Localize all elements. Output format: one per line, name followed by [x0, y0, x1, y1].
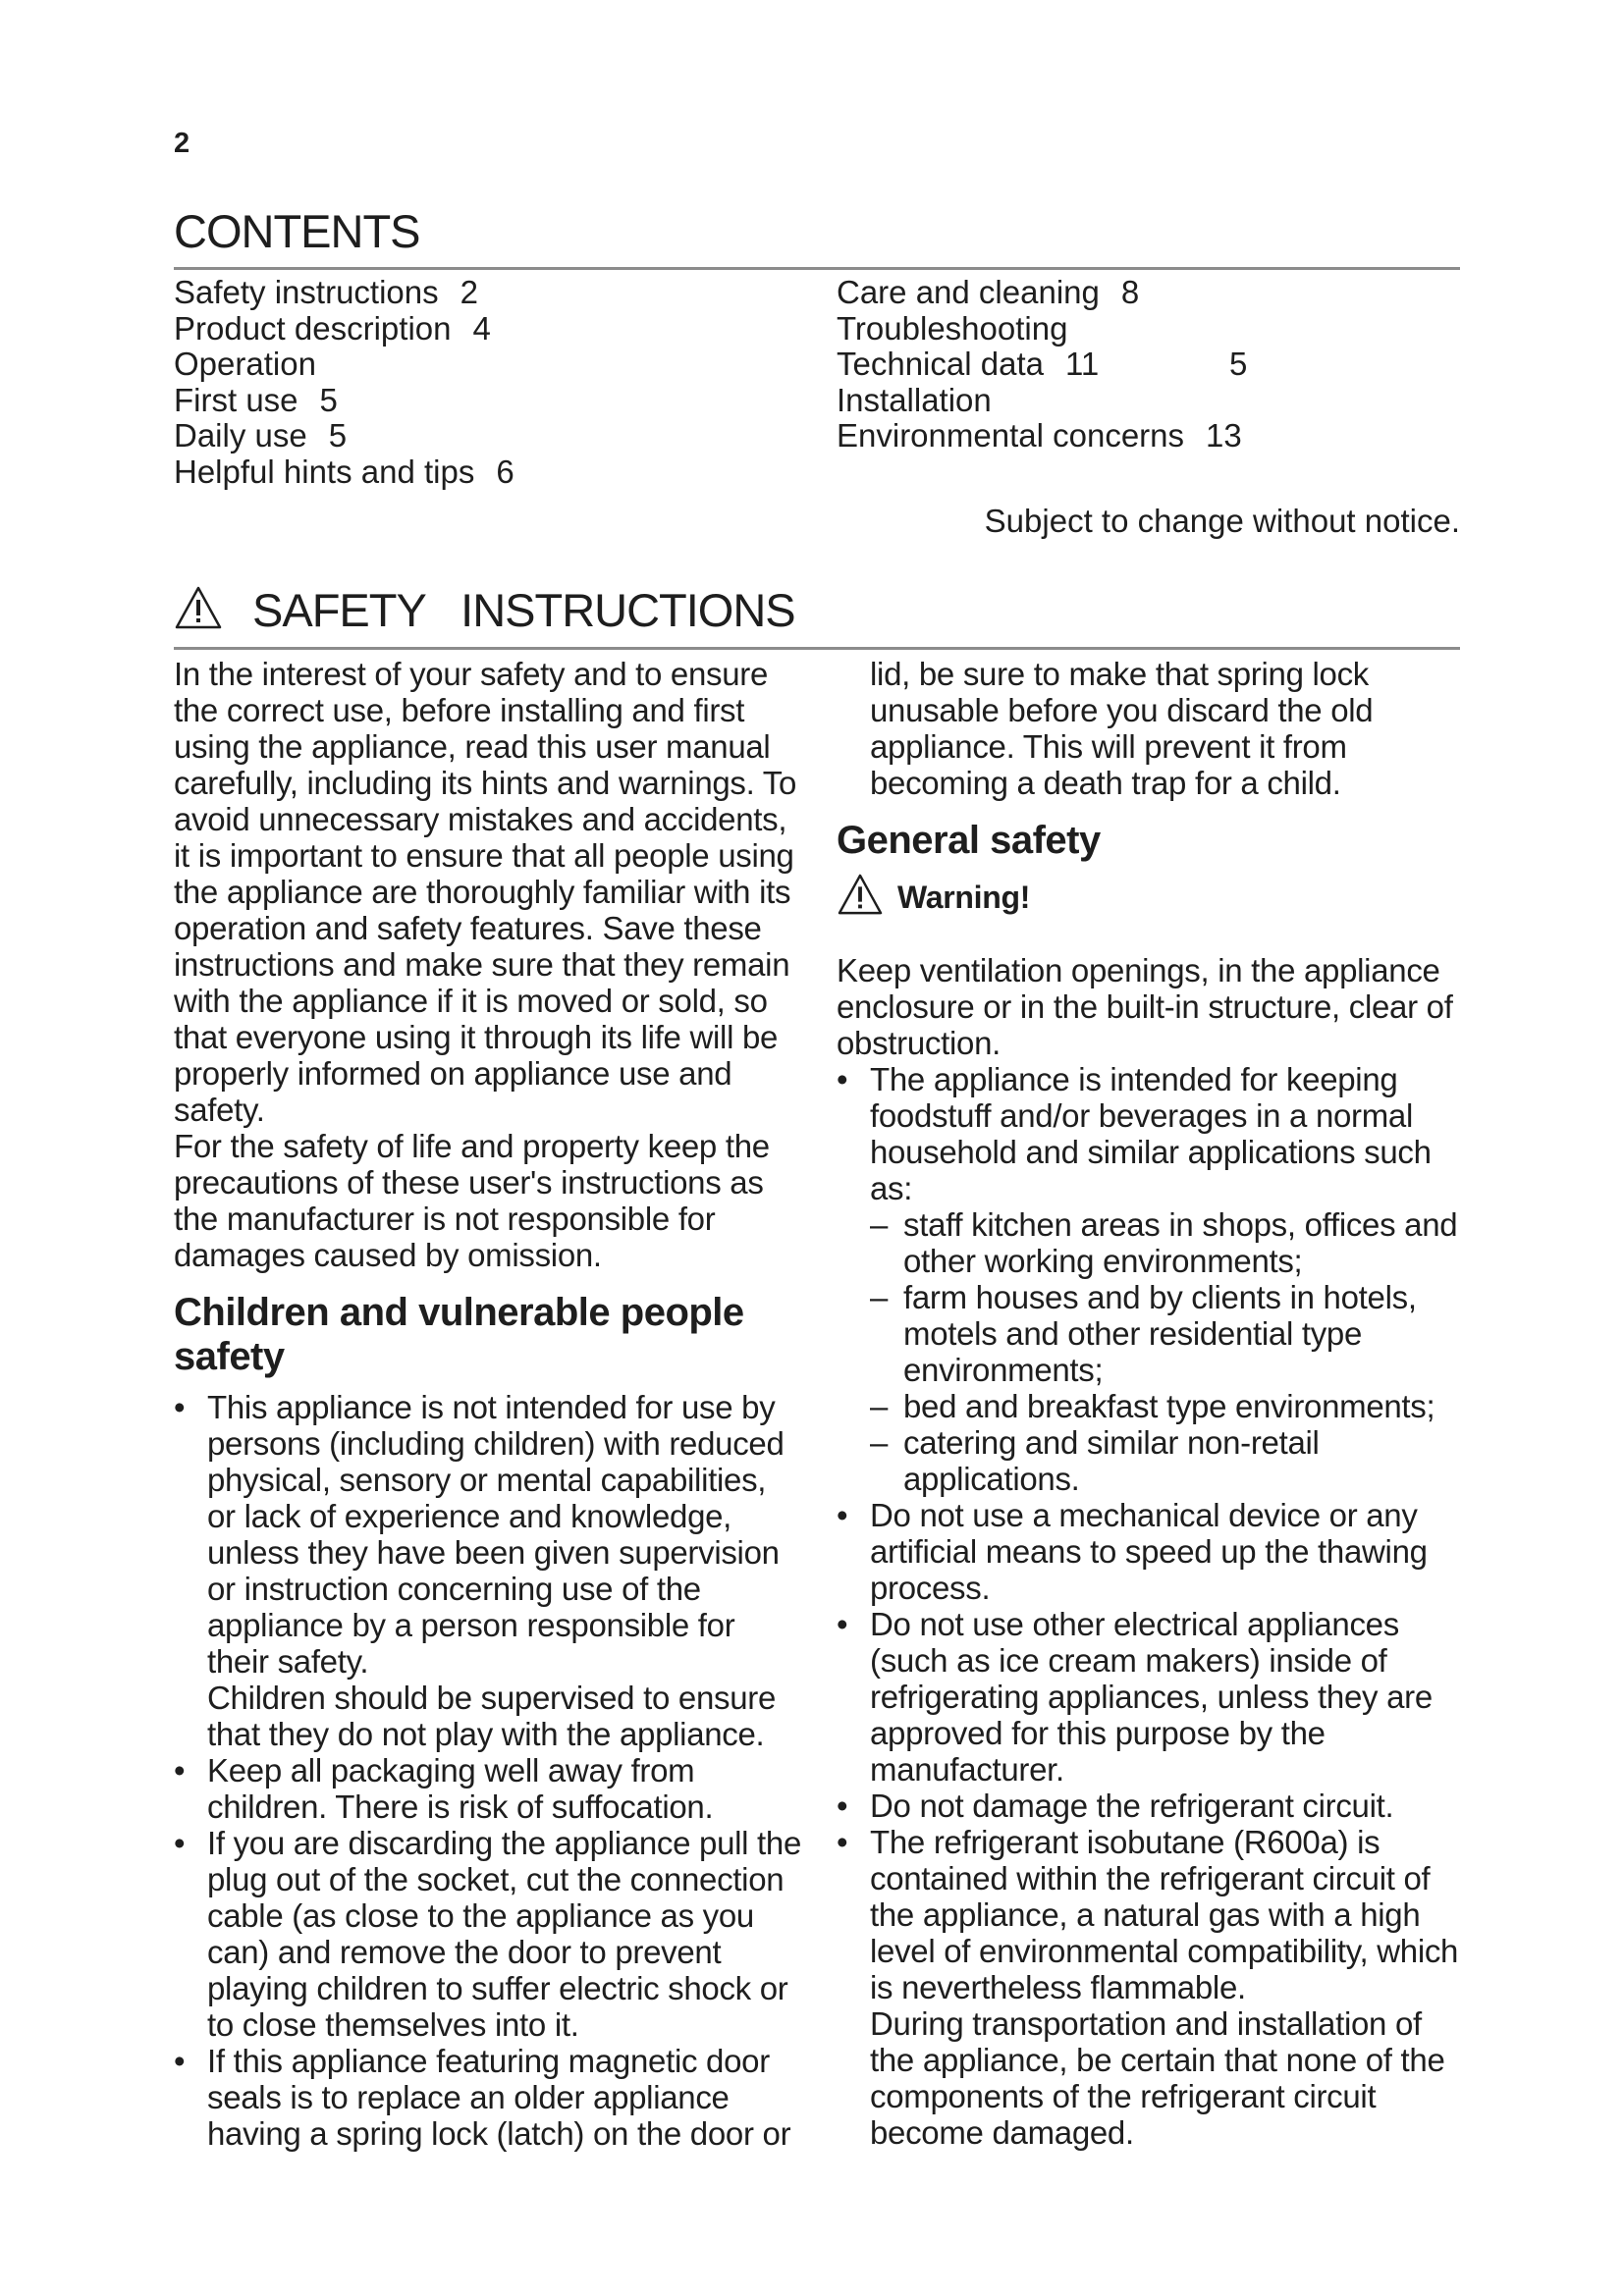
list-item: • If you are discarding the appliance pull the plug out of the socket, cut the connection cable (as close to the appliance as you can) and remove the door to prevent playing children to suffer electric shock or to close themselves into it. [174, 1825, 802, 2043]
toc-item[interactable]: Troubleshooting [837, 309, 1068, 347]
list-item: • The refrigerant isobutane (R600a) is contained within the refrigerant circuit of the appliance, a natural gas with a high level of environmental compatibility, which is nevertheless flammable. During transportation and installation of the appliance, be certain that none of the components of the refrigerant circuit become damaged. [837, 1824, 1465, 2151]
warning-callout [837, 873, 1465, 923]
list-item: • If this appliance featuring magnetic door seals is to replace an older appliance having a spring lock (latch) on the door or [174, 2043, 802, 2152]
safety-title: SAFETY INSTRUCTIONS [252, 584, 795, 636]
toc-item[interactable]: Technical data 11 5 [837, 346, 1248, 382]
toc-item[interactable]: Helpful hints and tips 6 [174, 453, 514, 490]
toc-item[interactable]: Installation [837, 381, 992, 418]
contents-rule [174, 267, 1460, 270]
list-item-continuation: lid, be sure to make that spring lock unusable before you discard the old appliance. This will prevent it from becoming a death trap for a child. [870, 656, 1374, 801]
ventilation-paragraph: Keep ventilation openings, in the appliance enclosure or in the built-in structure, clear of obstruction. [837, 952, 1453, 1061]
toc-item[interactable]: Product description 4 [174, 309, 491, 347]
general-safety-list [837, 1061, 1465, 2151]
list-item: • The appliance is intended for keeping foodstuff and/or beverages in a normal household and similar applications such as: – staff kitchen areas in shops, offices and other working environments; – farm houses and by clients in hotels, motels and other residential type environments; – bed and breakfast type environments; – catering and similar non-retail applications. [837, 1061, 1465, 1497]
sub-list-item: – catering and similar non-retail applications. [870, 1424, 1465, 1497]
toc-left-column [174, 275, 514, 490]
safety-heading [174, 583, 795, 637]
sub-list-item: – farm houses and by clients in hotels, motels and other residential type environments; [870, 1279, 1465, 1388]
toc-right-column [837, 275, 1386, 454]
change-notice: Subject to change without notice. [984, 503, 1460, 539]
intro-paragraph: For the safety of life and property keep the precautions of these user's instructions as the manufacturer is not responsible for damages caused by omission. [174, 1128, 770, 1273]
children-safety-heading: Children and vulnerable people safety [174, 1291, 744, 1378]
general-safety-heading: General safety [837, 819, 1101, 862]
warning-label: Warning! [897, 880, 1031, 915]
list-item: • This appliance is not intended for use by persons (including children) with reduced physical, sensory or mental capabilities, or lack of experience and knowledge, unless they have been given supervision or instruction concerning use of the appliance by a person responsible for their safety. Children should be supervised to ensure that they do not play with the appliance. [174, 1389, 802, 1752]
children-safety-list [174, 1389, 802, 2152]
list-item: • Do not use other electrical appliances (such as ice cream makers) inside of refrigerating appliances, unless they are approved for this purpose by the manufacturer. [837, 1606, 1465, 1788]
contents-title: CONTENTS [174, 205, 420, 257]
toc-item[interactable]: Daily use 5 [174, 417, 348, 454]
sub-list-item: – bed and breakfast type environments; [870, 1388, 1465, 1424]
toc-item[interactable]: Safety instructions 2 [174, 274, 478, 310]
sub-list [870, 1206, 1465, 1497]
toc-item[interactable]: Operation [174, 346, 316, 382]
toc-item[interactable]: Environmental concerns 13 [837, 417, 1242, 454]
intro-paragraph: In the interest of your safety and to ensure the correct use, before installing and first using the appliance, read this user manual carefully, including its hints and warnings. To avoid unnecessary mistakes and accidents, it is important to ensure that all people using the appliance are thoroughly familiar with its operation and safety features. Save these instructions and make sure that they remain with the appliance if it is moved or sold, so that everyone using it through its life will be properly informed on appliance use and safety. [174, 656, 797, 1128]
safety-rule [174, 647, 1460, 650]
list-item: • Keep all packaging well away from children. There is risk of suffocation. [174, 1752, 802, 1825]
list-item: • Do not use a mechanical device or any artificial means to speed up the thawing process. [837, 1497, 1465, 1606]
page-number: 2 [174, 128, 190, 159]
warning-triangle-icon [837, 873, 884, 923]
warning-triangle-icon [174, 585, 223, 635]
toc-item[interactable]: First use 5 [174, 381, 338, 418]
list-item: • Do not damage the refrigerant circuit. [837, 1788, 1465, 1824]
left-column [174, 656, 802, 2152]
toc-item[interactable]: Care and cleaning 8 [837, 274, 1140, 310]
right-column [837, 656, 1465, 2151]
sub-list-item: – staff kitchen areas in shops, offices and other working environments; [870, 1206, 1465, 1279]
